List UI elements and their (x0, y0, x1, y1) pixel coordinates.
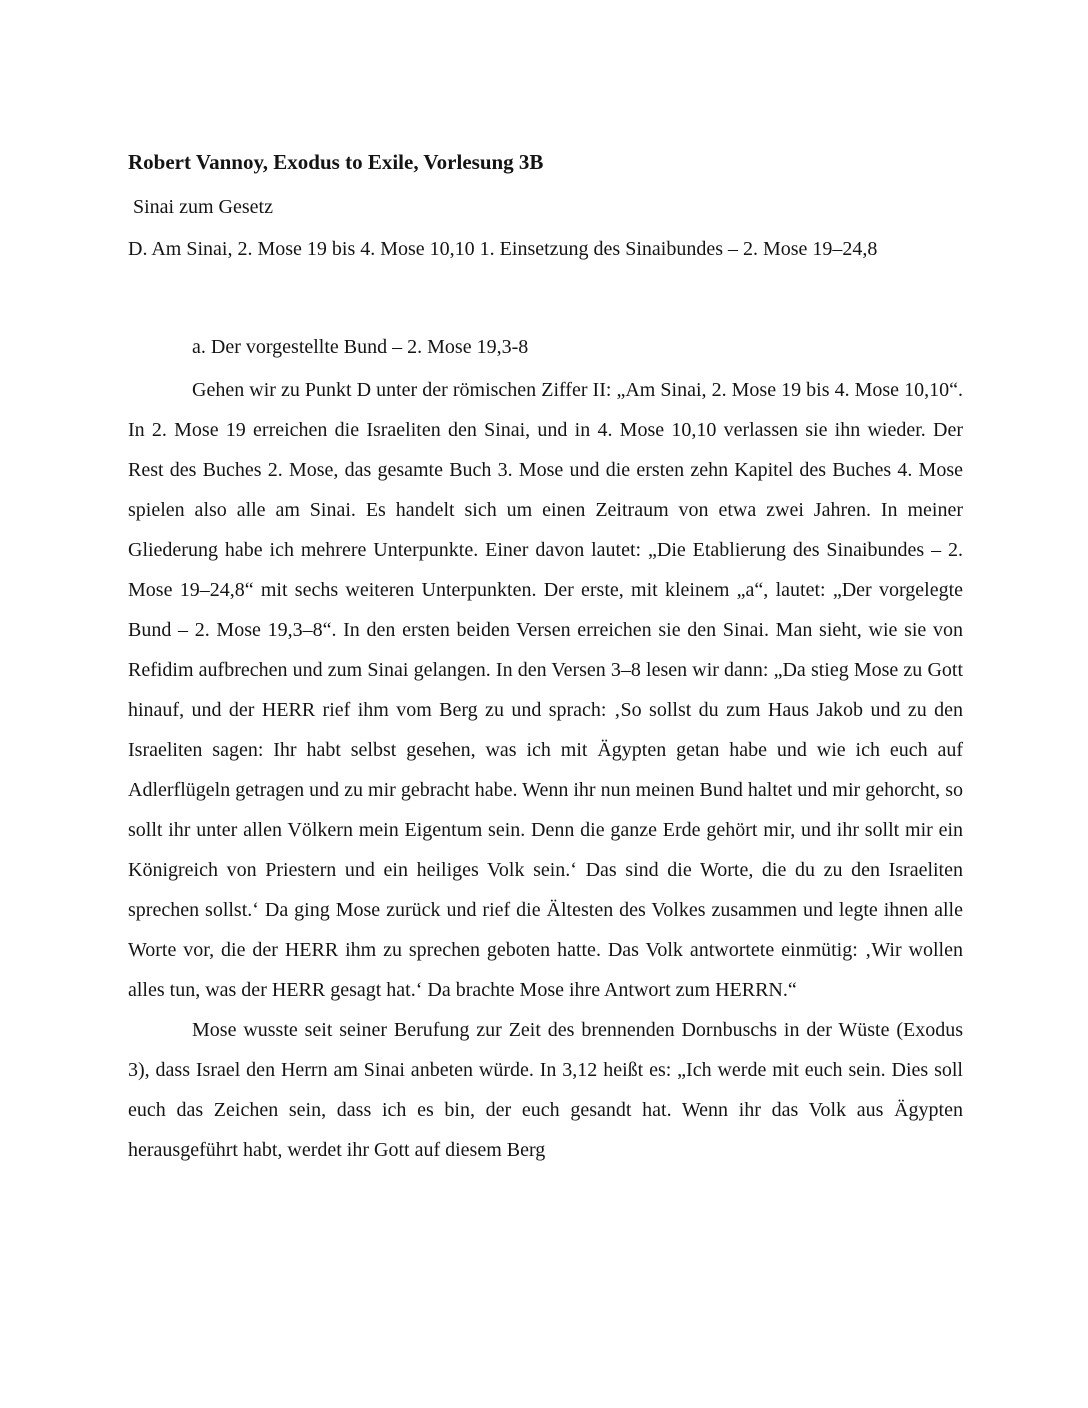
sub-heading: a. Der vorgestellte Bund – 2. Mose 19,3-8 (192, 336, 529, 358)
paragraph: Gehen wir zu Punkt D unter der römischen Ziffer II: „Am Sinai, 2. Mose 19 bis 4. Mose 10,10“. In 2. Mose 19 erreichen die Israeliten den Sinai, und in 4. Mose 10,10 verlassen sie ihn wieder. Der Rest des Buches 2. Mose, das gesamte Buch 3. Mose und die ersten zehn Kapitel des Buches 4. Mose spielen also alle am Sinai. Es handelt sich um einen Zeitraum von etwa zwei Jahren. In meiner Gliederung habe ich mehrere Unterpunkte. Einer davon lautet: „Die Etablierung des Sinaibundes – 2. Mose 19–24,8“ mit sechs weiteren Unterpunkten. Der erste, mit kleinem „a“, lautet: „Der vorgelegte Bund – 2. Mose 19,3–8“. In den ersten beiden Versen erreichen sie den Sinai. Man sieht, wie sie von Refidim aufbrechen und zum Sinai gelangen. In den Versen 3–8 lesen wir dann: „Da stieg Mose zu Gott hinauf, und der HERR rief ihm vom Berg zu und sprach: ‚So sollst du zum Haus Jakob und zu den Israeliten sagen: Ihr habt selbst gesehen, was ich mit Ägypten getan habe und wie ich euch auf Adlerflügeln getragen und zu mir gebracht habe. Wenn ihr nun meinen Bund haltet und mir gehorcht, so sollt ihr unter allen Völkern mein Eigentum sein. Denn die ganze Erde gehört mir, und ihr sollt mir ein Königreich von Priestern und ein heiliges Volk sein.‘ Das sind die Worte, die du zu den Israeliten sprechen sollst.‘ Da ging Mose zurück und rief die Ältesten des Volkes zusammen und legte ihnen alle Worte vor, die der HERR ihm zu sprechen geboten hatte. Das Volk antwortete einmütig: ‚Wir wollen alles tun, was der HERR gesagt hat.‘ Da brachte Mose ihre Antwort zum HERRN.“ (128, 379, 963, 1001)
section-heading: D. Am Sinai, 2. Mose 19 bis 4. Mose 10,10 1. Einsetzung des Sinaibundes – 2. Mose 19–24,8 (128, 238, 878, 260)
paragraph: Mose wusste seit seiner Berufung zur Zeit des brennenden Dornbuschs in der Wüste (Exodus 3), dass Israel den Herrn am Sinai anbeten würde. In 3,12 heißt es: „Ich werde mit euch sein. Dies soll euch das Zeichen sein, dass ich es bin, der euch gesandt hat. Wenn ihr das Volk aus Ägypten herausgeführt habt, werdet ihr Gott auf diesem Berg (128, 1019, 963, 1161)
document-title: Robert Vannoy, Exodus to Exile, Vorlesung 3B (128, 150, 544, 174)
document-subtitle: Sinai zum Gesetz (133, 196, 273, 218)
body-text (128, 370, 963, 1170)
